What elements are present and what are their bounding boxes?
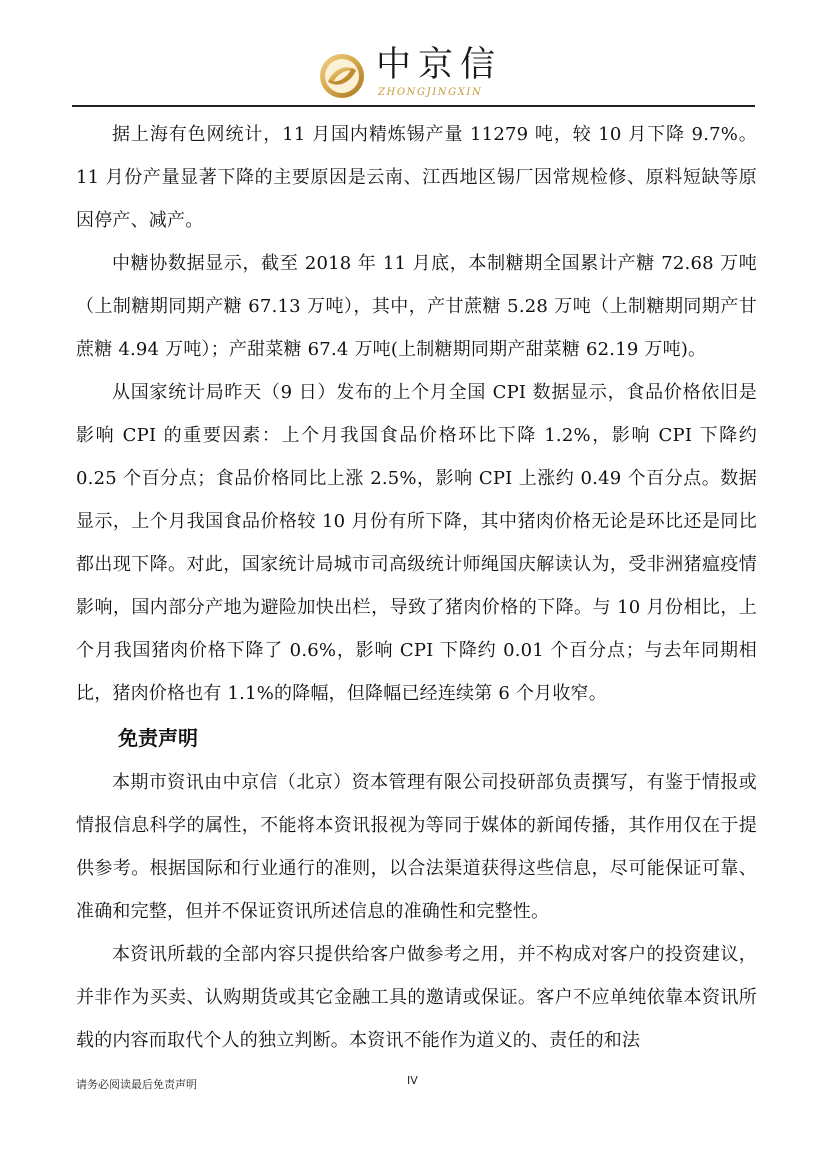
document-body	[76, 113, 757, 1062]
swirl-logo-icon	[318, 52, 366, 100]
page-number: IV	[407, 1074, 418, 1087]
footer-disclaimer-note: 请务必阅读最后免责声明	[76, 1078, 197, 1091]
disclaimer-heading: 免责声明	[118, 726, 198, 750]
brand-name: 中京信	[376, 45, 503, 85]
page-header	[0, 40, 827, 106]
brand-pinyin: ZHONGJINGXIN	[378, 87, 483, 98]
header-divider	[72, 105, 755, 107]
disclaimer-paragraph: 本期市资讯由中京信（北京）资本管理有限公司投研部负责撰写，有鉴于情报或情报信息科学的属性，不能将本资讯报视为等同于媒体的新闻传播，其作用仅在于提供参考。根据国际和行业通行的准则，以合法渠道获得这些信息，尽可能保证可靠、准确和完整，但并不保证资讯所述信息的准确性和完整性。	[76, 772, 757, 922]
disclaimer-paragraph: 本资讯所载的全部内容只提供给客户做参考之用，并不构成对客户的投资建议，并非作为买卖、认购期货或其它金融工具的邀请或保证。客户不应单纯依靠本资讯所载的内容而取代个人的独立判断。本资讯不能作为道义的、责任的和法	[76, 944, 757, 1051]
paragraph-sugar-output: 中糖协数据显示，截至 2018 年 11 月底，本制糖期全国累计产糖 72.68 万吨（上制糖期同期产糖 67.13 万吨），其中，产甘蔗糖 5.28 万吨（上制糖期同期产甘蔗糖 4.94 万吨）；产甜菜糖 67.4 万吨(上制糖期同期产甜菜糖 62.19 万吨)。	[76, 253, 757, 360]
paragraph-tin-output: 据上海有色网统计，11 月国内精炼锡产量 11279 吨，较 10 月下降 9.7%。11 月份产量显著下降的主要原因是云南、江西地区锡厂因常规检修、原料短缺等原因停产、减产。	[76, 124, 757, 231]
paragraph-cpi-food: 从国家统计局昨天（9 日）发布的上个月全国 CPI 数据显示，食品价格依旧是影响 CPI 的重要因素：上个月我国食品价格环比下降 1.2%，影响 CPI 下降约 0.25 个百分点；食品价格同比上涨 2.5%，影响 CPI 上涨约 0.49 个百分点。数据显示，上个月我国食品价格较 10 月份有所下降，其中猪肉价格无论是环比还是同比都出现下降。对此，国家统计局城市司高级统计师绳国庆解读认为，受非洲猪瘟疫情影响，国内部分产地为避险加快出栏，导致了猪肉价格的下降。与 10 月份相比，上个月我国猪肉价格下降了 0.6%，影响 CPI 下降约 0.01 个百分点；与去年同期相比，猪肉价格也有 1.1%的降幅，但降幅已经连续第 6 个月收窄。	[76, 382, 757, 704]
